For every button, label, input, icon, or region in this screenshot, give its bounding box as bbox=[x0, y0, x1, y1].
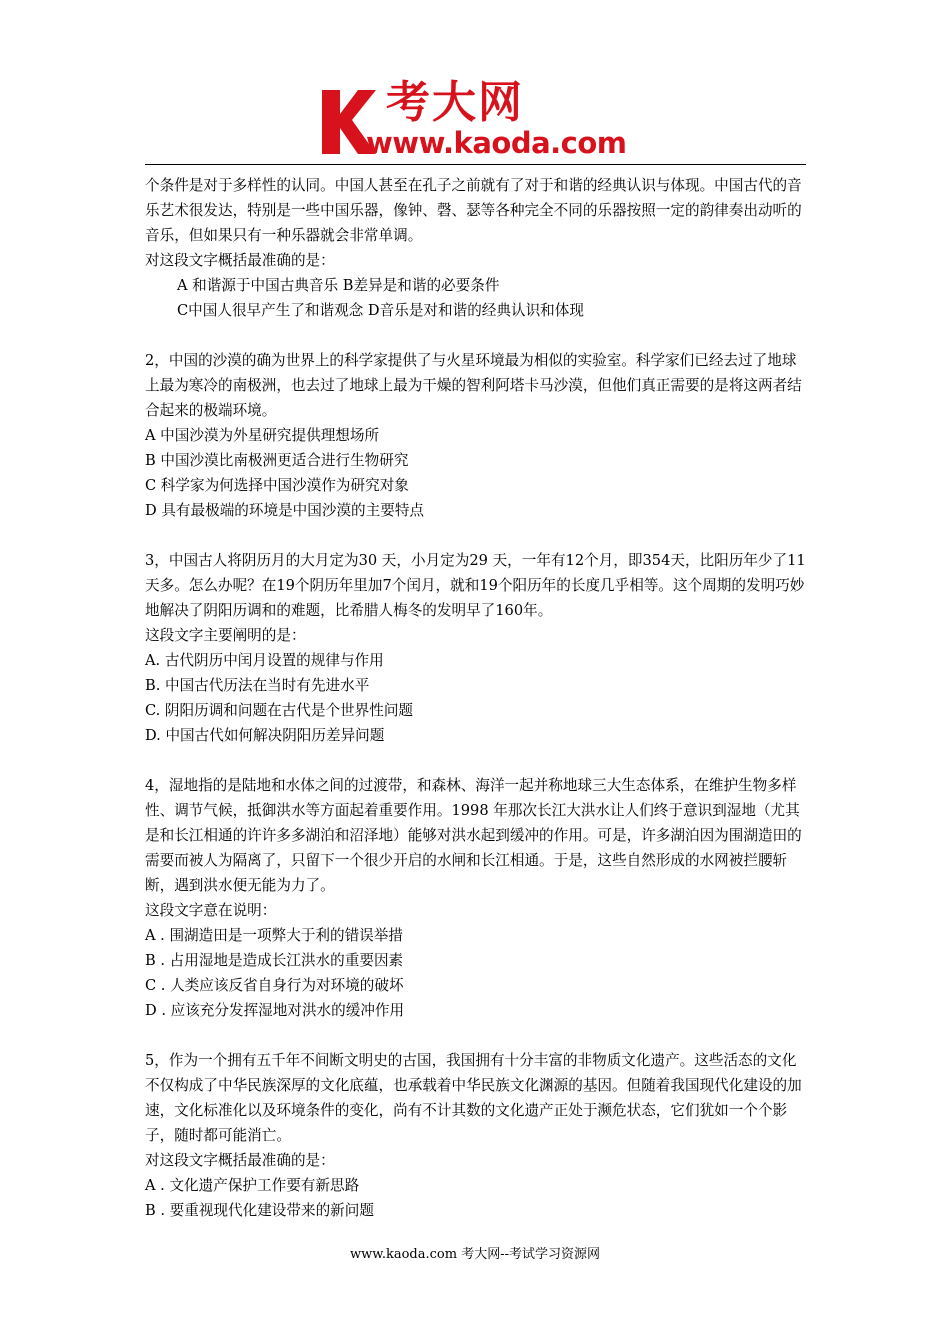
q5-option-b: B . 要重视现代化建设带来的新问题 bbox=[145, 1202, 374, 1219]
q5-passage: 5，作为一个拥有五千年不间断文明史的古国，我国拥有十分丰富的非物质文化遗产。这些活态的文化不仅构成了中华民族深厚的文化底蕴，也承载着中华民族文化渊源的基因。但随着我国现代化建设的加速，文化标准化以及环境条件的变化，尚有不计其数的文化遗产正处于濒危状态，它们犹如一个个影子，随时都可能消亡。 bbox=[145, 1052, 802, 1144]
spacer bbox=[145, 748, 809, 773]
q1-options-ab: A 和谐源于中国古典音乐 B差异是和谐的必要条件 bbox=[177, 277, 500, 294]
page-footer: www.kaoda.com 考大网--考试学习资源网 bbox=[350, 1247, 600, 1262]
q4-option-a: A . 围湖造田是一项弊大于利的错误举措 bbox=[145, 927, 403, 944]
spacer bbox=[145, 323, 809, 348]
q4-option-d: D . 应该充分发挥湿地对洪水的缓冲作用 bbox=[145, 1002, 405, 1019]
q1-passage-continued: 个条件是对于多样性的认同。中国人甚至在孔子之前就有了对于和谐的经典认识与体现。中国古代的音乐艺术很发达，特别是一些中国乐器，像钟、磬、瑟等各种完全不同的乐器按照一定的韵律奏出动听的音乐，但如果只有一种乐器就会非常单调。 bbox=[145, 177, 802, 244]
document-body bbox=[145, 173, 809, 1223]
q4-question: 这段文字意在说明： bbox=[145, 902, 277, 919]
q2-option-d: D 具有最极端的环境是中国沙漠的主要特点 bbox=[145, 502, 425, 519]
spacer bbox=[145, 1023, 809, 1048]
q4-option-b: B . 占用湿地是造成长江洪水的重要因素 bbox=[145, 952, 404, 969]
q2-option-b: B 中国沙漠比南极洲更适合进行生物研究 bbox=[145, 452, 409, 469]
spacer bbox=[145, 523, 809, 548]
q1-question: 对这段文字概括最准确的是： bbox=[145, 252, 335, 269]
kaoda-logo bbox=[318, 77, 638, 162]
q3-option-a: A. 古代阴历中闰月设置的规律与作用 bbox=[145, 652, 384, 669]
q2-passage: 2，中国的沙漠的确为世界上的科学家提供了与火星环境最为相似的实验室。科学家们已经去过了地球上最为寒冷的南极洲，也去过了地球上最为干燥的智利阿塔卡马沙漠，但他们真正需要的是将这两者结合起来的极端环境。 bbox=[145, 352, 802, 419]
q3-question: 这段文字主要阐明的是： bbox=[145, 627, 306, 644]
header-divider bbox=[145, 164, 806, 165]
q3-option-c: C. 阴阳历调和问题在古代是个世界性问题 bbox=[145, 702, 414, 719]
logo-chinese-name: 考大网 bbox=[386, 77, 524, 128]
q3-passage: 3，中国古人将阴历月的大月定为30 天，小月定为29 天，一年有12个月，即354天，比阳历年少了11天多。怎么办呢？在19个阴历年里加7个闰月，就和19个阳历年的长度几乎相等。这个周期的发明巧妙地解决了阴阳历调和的难题，比希腊人梅冬的发明早了160年。 bbox=[145, 552, 806, 619]
q5-question: 对这段文字概括最准确的是： bbox=[145, 1152, 335, 1169]
q5-option-a: A . 文化遗产保护工作要有新思路 bbox=[145, 1177, 360, 1194]
q2-option-c: C 科学家为何选择中国沙漠作为研究对象 bbox=[145, 477, 409, 494]
q2-option-a: A 中国沙漠为外星研究提供理想场所 bbox=[145, 427, 380, 444]
q4-passage: 4，湿地指的是陆地和水体之间的过渡带，和森林、海洋一起并称地球三大生态体系，在维护生物多样性、调节气候，抵御洪水等方面起着重要作用。1998 年那次长江大洪水让人们终于意识到湿地（尤其是和长江相通的许许多多湖泊和沼泽地）能够对洪水起到缓冲的作用。可是，许多湖泊因为围湖造田的需要而被人为隔离了，只留下一个很少开启的水闸和长江相通。于是，这些自然形成的水网被拦腰斩断，遇到洪水便无能为力了。 bbox=[145, 777, 802, 894]
q3-option-b: B. 中国古代历法在当时有先进水平 bbox=[145, 677, 370, 694]
q4-option-c: C . 人类应该反省自身行为对环境的破坏 bbox=[145, 977, 404, 994]
q3-option-d: D. 中国古代如何解决阴阳历差异问题 bbox=[145, 727, 385, 744]
logo-url: www.kaoda.com bbox=[366, 126, 627, 160]
q1-options-cd: C中国人很早产生了和谐观念 D音乐是对和谐的经典认识和体现 bbox=[177, 302, 584, 319]
